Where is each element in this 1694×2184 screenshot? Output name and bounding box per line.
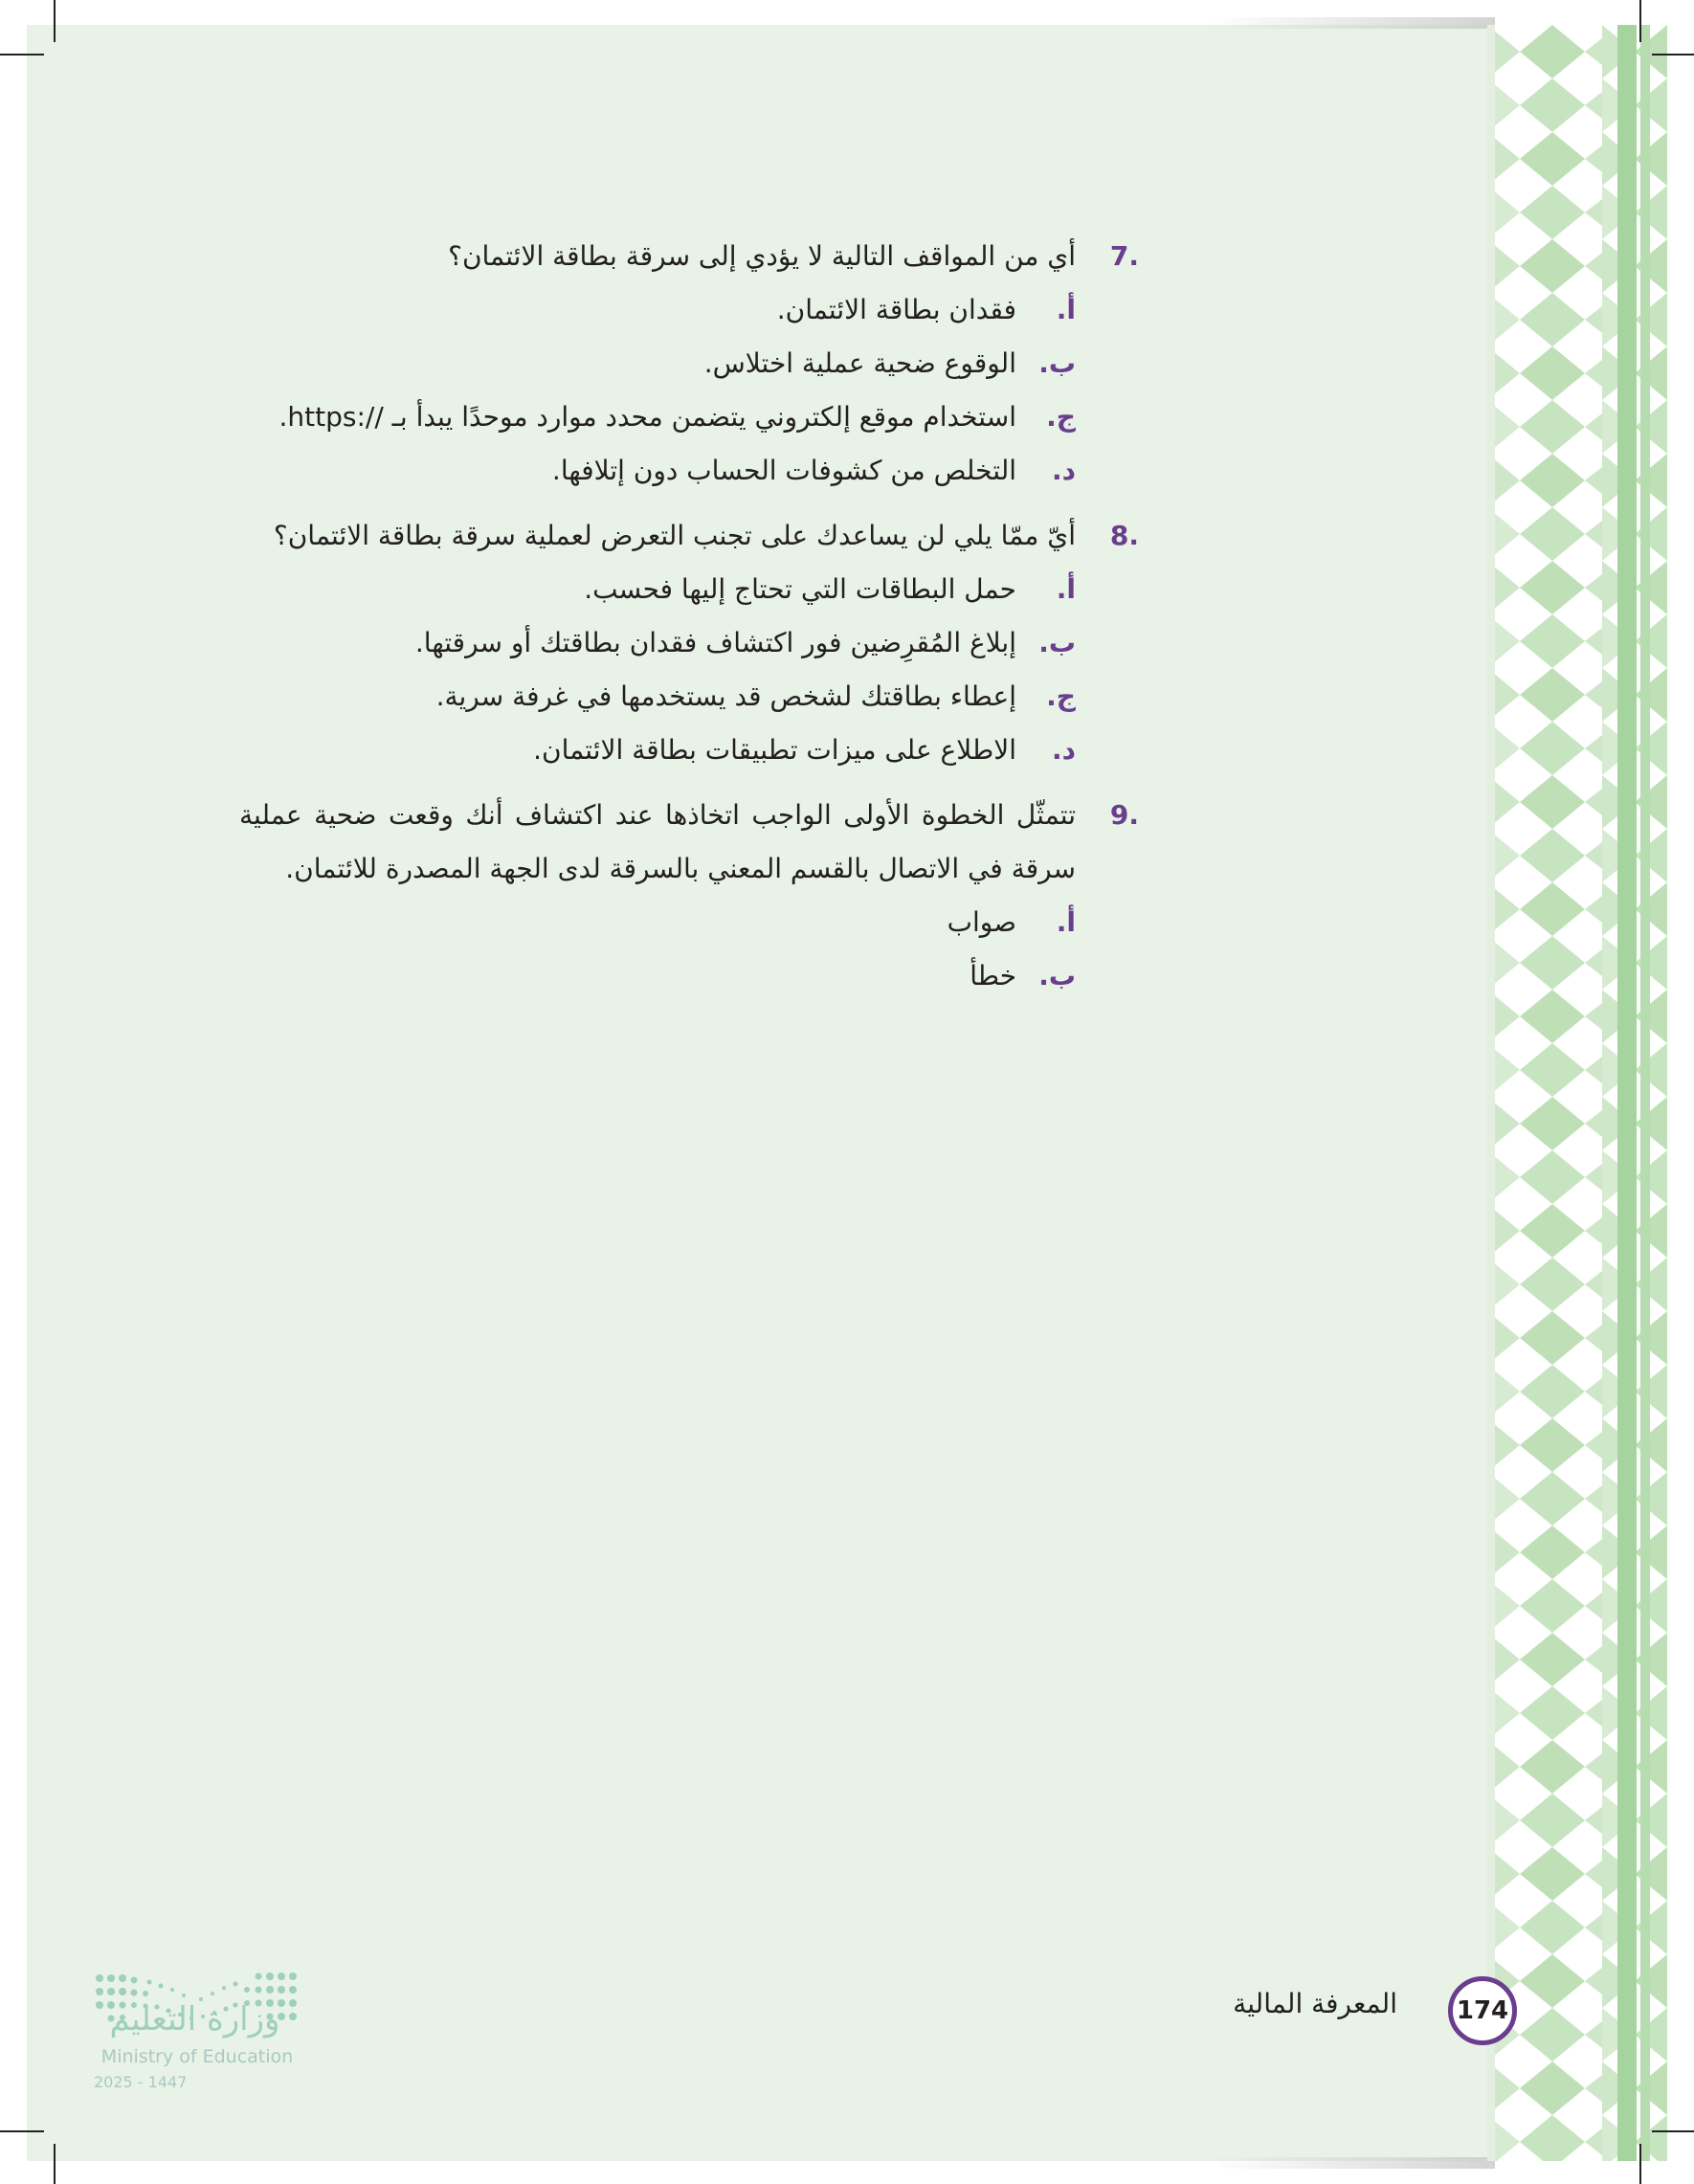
crop-mark [1652, 54, 1694, 56]
option-text: إبلاغ المُقرِضين فور اكتشاف فقدان بطاقتك أو سرقتها. [414, 627, 1016, 658]
option-list [239, 563, 1076, 777]
option-letter: د. [1051, 455, 1076, 486]
option-letter: أ. [1056, 573, 1076, 605]
decorative-border [1487, 25, 1667, 2161]
option-letter: أ. [1056, 906, 1076, 938]
option-text: حمل البطاقات التي تحتاج إليها فحسب. [584, 573, 1016, 605]
page-number: 174 [1448, 1976, 1517, 2045]
question-number: .7 [1109, 240, 1139, 272]
crop-mark [1639, 2144, 1641, 2184]
page-shadow-top [1208, 17, 1495, 29]
option-text: صواب [947, 906, 1016, 938]
questions-content [239, 230, 1139, 1014]
page-shadow-bottom [1208, 2157, 1495, 2169]
crop-mark [54, 0, 56, 42]
option-item[interactable] [239, 283, 1076, 337]
option-item[interactable] [239, 616, 1076, 670]
option-item[interactable] [239, 724, 1076, 777]
option-text: فقدان بطاقة الائتمان. [776, 294, 1016, 325]
option-item[interactable] [239, 563, 1076, 616]
option-list [239, 896, 1076, 1003]
option-letter: ب. [1038, 347, 1076, 379]
chevron-pattern [1487, 25, 1667, 2161]
option-text: الوقوع ضحية عملية اختلاس. [703, 347, 1016, 379]
crop-mark [1639, 0, 1641, 42]
crop-mark [54, 2144, 56, 2184]
question-text: أيّ ممّا يلي لن يساعدك على تجنب التعرض لعملية سرقة بطاقة الائتمان؟ [273, 520, 1076, 551]
question-text: أي من المواقف التالية لا يؤدي إلى سرقة بطاقة الائتمان؟ [448, 240, 1076, 272]
crop-mark [0, 2130, 44, 2132]
section-title: المعرفة المالية [1233, 1988, 1397, 2019]
question-text: تتمثّل الخطوة الأولى الواجب اتخاذها عند اكتشاف أنك وقعت ضحية عملية سرقة في الاتصال بالقسم المعني بالسرقة لدى الجهة المصدرة للائتمان. [239, 799, 1076, 884]
question-8 [239, 509, 1139, 777]
crop-mark [0, 54, 44, 56]
option-letter: أ. [1056, 294, 1076, 325]
option-text: إعطاء بطاقتك لشخص قد يستخدمها في غرفة سرية. [435, 680, 1016, 712]
option-list [239, 283, 1076, 498]
option-text: التخلص من كشوفات الحساب دون إتلافها. [551, 455, 1016, 486]
question-7 [239, 230, 1139, 498]
question-9 [239, 789, 1139, 1003]
option-letter: ب. [1038, 627, 1076, 658]
option-text: خطأ [970, 960, 1016, 992]
option-letter: ج. [1046, 680, 1076, 712]
option-letter: د. [1051, 734, 1076, 766]
crop-mark [1652, 2130, 1694, 2132]
question-number: .8 [1109, 520, 1139, 551]
option-item[interactable] [239, 949, 1076, 1003]
option-item[interactable] [239, 390, 1076, 444]
logo-year-text: 2025 - 1447 [94, 2073, 188, 2091]
option-item[interactable] [239, 337, 1076, 390]
option-letter: ج. [1046, 401, 1076, 433]
option-letter: ب. [1038, 960, 1076, 992]
logo-english-text: Ministry of Education [100, 2046, 294, 2067]
logo-arabic-text: وزارة التعليم [109, 2000, 280, 2039]
option-item[interactable] [239, 670, 1076, 724]
option-item[interactable] [239, 896, 1076, 949]
option-item[interactable] [239, 444, 1076, 498]
option-text: الاطلاع على ميزات تطبيقات بطاقة الائتمان. [533, 734, 1016, 766]
option-text: استخدام موقع إلكتروني يتضمن محدد موارد موحدًا يبدأ بـ //:https. [279, 401, 1016, 433]
question-number: .9 [1109, 799, 1139, 831]
